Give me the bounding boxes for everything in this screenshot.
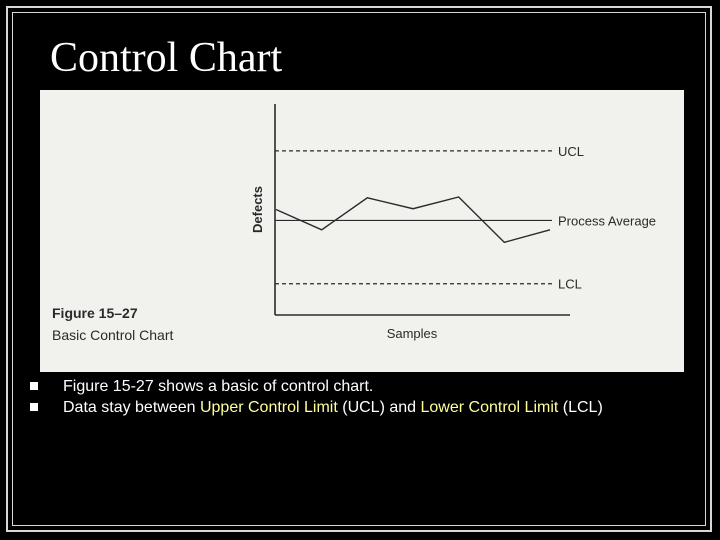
control-chart xyxy=(40,90,684,372)
y-axis-label: Defects xyxy=(250,186,265,233)
slide-title: Control Chart xyxy=(50,35,283,81)
process-average-label: Process Average xyxy=(558,213,657,229)
highlighted-term: Upper Control Limit xyxy=(199,399,338,416)
bullet-list xyxy=(30,376,680,418)
figure-number: Figure 15–27 xyxy=(52,305,138,321)
highlighted-term: Lower Control Limit xyxy=(420,399,559,416)
lcl-label: LCL xyxy=(558,276,582,292)
x-axis-label: Samples xyxy=(386,326,438,341)
square-bullet-icon xyxy=(30,382,38,390)
defects-series-line xyxy=(276,197,550,242)
ucl-label: UCL xyxy=(558,143,585,159)
text-segment: (LCL) xyxy=(558,399,603,416)
figure-caption: Basic Control Chart xyxy=(52,327,174,343)
bullet-item xyxy=(30,376,680,397)
square-bullet-icon xyxy=(30,403,38,411)
bullet-text xyxy=(63,399,603,416)
text-segment: (UCL) and xyxy=(337,399,421,416)
bullet-text: Figure 15-27 shows a basic of control chart. xyxy=(63,378,374,395)
text-segment: Data stay between xyxy=(63,399,200,416)
chart-figure xyxy=(40,90,684,372)
bullet-item xyxy=(30,397,680,418)
